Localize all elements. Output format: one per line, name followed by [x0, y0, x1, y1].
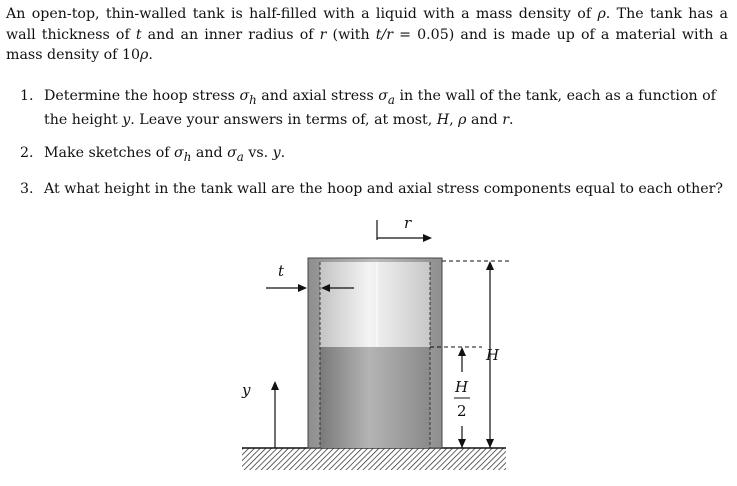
ratio-t-over-r: t/r: [375, 26, 393, 43]
question-number: 3.: [20, 181, 34, 198]
y-arrowhead: [271, 381, 279, 390]
label-half-denominator: 2: [457, 402, 467, 420]
text-segment: = 0.05) and is made up of a material with a mass density of 10: [6, 26, 729, 63]
text-segment: and: [466, 112, 503, 129]
symbol-rho: ρ: [140, 47, 149, 63]
question-list: [20, 86, 728, 212]
label-r: r: [404, 214, 412, 232]
text-segment: . The tank has a wall thickness of: [6, 6, 728, 43]
half-arrowhead-top: [458, 347, 466, 356]
label-y: y: [242, 381, 251, 399]
question-2: [20, 143, 728, 167]
question-3: [20, 179, 728, 200]
half-arrowhead-bottom: [458, 439, 466, 448]
ground-hatch: [242, 448, 506, 470]
symbol-rho: ρ: [458, 112, 467, 129]
symbol-sigma: σ: [378, 88, 388, 104]
text-segment: and axial stress: [256, 88, 379, 104]
label-t: t: [278, 262, 285, 280]
question-number: 1.: [20, 88, 34, 104]
text-segment: vs.: [243, 144, 273, 161]
question-text: At what height in the tank wall are the hoop and axial stress components equal to each other?: [44, 181, 724, 198]
text-segment: and an inner radius of: [141, 26, 320, 43]
symbol-sigma: σ: [227, 144, 237, 161]
liquid: [320, 347, 430, 448]
text-segment: ,: [449, 112, 459, 129]
text-segment: .: [509, 112, 514, 129]
question-text: [44, 143, 728, 167]
text-segment: .: [280, 144, 286, 161]
text-segment: An open-top, thin-walled tank is half-filled with a liquid with a mass density of: [6, 6, 598, 22]
text-segment: Make sketches of: [44, 144, 175, 161]
symbol-r: r: [319, 26, 327, 43]
subscript-h: h: [249, 92, 257, 107]
H-arrowhead-top: [486, 261, 494, 270]
r-arrowhead: [423, 234, 432, 242]
symbol-t: t: [135, 26, 142, 43]
question-1: [20, 86, 728, 131]
text-segment: (with: [326, 26, 376, 43]
question-text: [44, 86, 728, 131]
tank-air: [320, 262, 430, 347]
H-arrowhead-bottom: [486, 439, 494, 448]
question-number: 2.: [20, 144, 34, 161]
symbol-rho: ρ: [597, 6, 606, 22]
label-H: H: [486, 346, 500, 364]
symbol-H: H: [436, 112, 450, 129]
subscript-a: a: [387, 92, 395, 107]
text-segment: in the wall of the tank, each as a function of the height: [44, 88, 716, 129]
subscript-a: a: [236, 149, 244, 164]
text-segment: . Leave your answers in terms of, at most,: [130, 112, 437, 129]
symbol-sigma: σ: [174, 144, 184, 161]
text-segment: .: [148, 47, 153, 63]
symbol-r: r: [502, 112, 509, 129]
problem-statement: [6, 4, 728, 66]
symbol-y: y: [272, 144, 281, 161]
symbol-y: y: [122, 112, 131, 129]
text-segment: and: [191, 144, 228, 161]
symbol-sigma: σ: [239, 88, 250, 104]
label-half-numerator: H: [455, 378, 469, 396]
t-arrowhead-left: [298, 284, 307, 292]
text-segment: Determine the hoop stress: [44, 88, 240, 104]
tank-figure: [230, 212, 520, 478]
subscript-h: h: [183, 149, 192, 164]
